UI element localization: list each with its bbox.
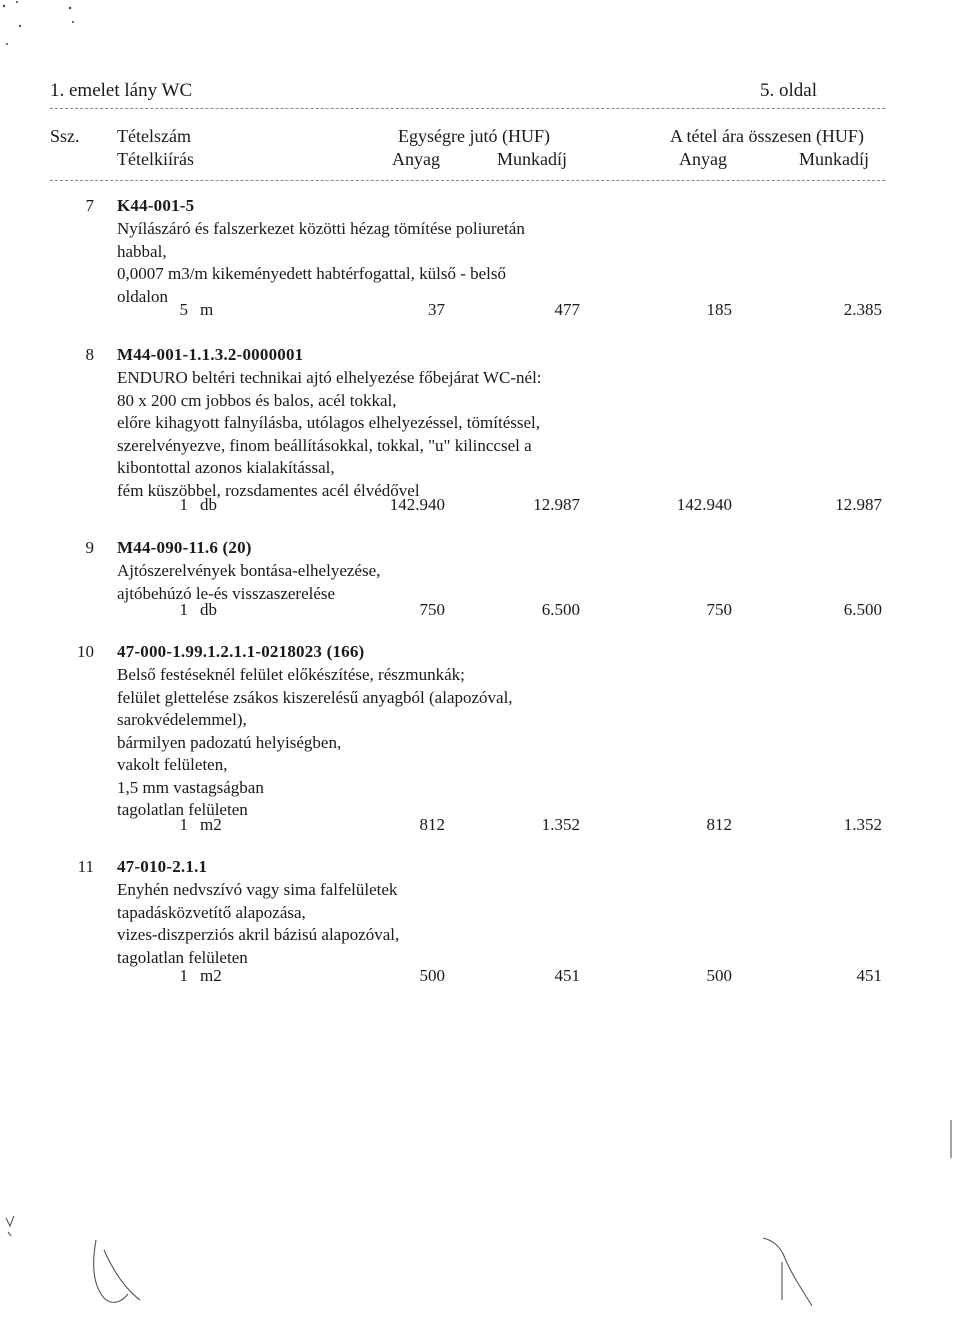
column-anyag: Anyag — [392, 149, 440, 169]
description-line: 1,5 mm vastagságban — [117, 777, 264, 797]
description-line: vakolt felületen, — [117, 755, 228, 774]
item-number: 9 — [85, 538, 94, 557]
column-unit-price-group: Egységre jutó (HUF) — [398, 126, 550, 146]
description-line: ajtóbehúzó le-és visszaszerelése — [117, 583, 336, 603]
item-number: 7 — [85, 196, 94, 215]
quantity-value: 1 — [179, 966, 188, 985]
quantity-value: 1 — [179, 495, 188, 514]
item-number: 8 — [85, 345, 94, 364]
description-line: oldalon — [117, 286, 168, 306]
quantity-value: 1 — [179, 600, 188, 619]
unit-anyag-value: 812 — [419, 815, 445, 834]
quantity-unit: m — [200, 300, 214, 319]
total-munkadij-value: 451 — [856, 966, 882, 985]
column-total-anyag: Anyag — [679, 149, 727, 169]
quantity-unit: db — [200, 495, 217, 514]
unit-munkadij-value: 1.352 — [541, 815, 580, 834]
description-line: tapadásközvetítő alapozása, — [117, 902, 306, 922]
description-line: vizes-diszperziós akril bázisú alapozóval, — [117, 925, 400, 944]
description-line: ENDURO beltéri technikai ajtó elhelyezése főbejárat WC-nél: — [117, 368, 542, 387]
description-line: sarokvédelemmel), — [117, 710, 247, 729]
description-line: Ajtószerelvények bontása-elhelyezése, — [117, 561, 381, 580]
total-anyag-value: 500 — [706, 966, 732, 985]
page-number: 5. oldal — [760, 80, 817, 101]
unit-anyag-value: 37 — [428, 300, 445, 319]
description-line: tagolatlan felületen — [117, 800, 248, 819]
quantity-value: 5 — [179, 300, 188, 319]
pen-scribble-marks — [6, 1120, 951, 1306]
description-line: tagolatlan felületen — [117, 947, 248, 967]
description-line: Enyhén nedvszívó vagy sima falfelületek — [117, 880, 398, 899]
item-code: 47-000-1.99.1.2.1.1-0218023 (166) — [117, 642, 365, 661]
item-code: M44-001-1.1.3.2-0000001 — [117, 345, 304, 364]
unit-anyag-value: 750 — [419, 600, 445, 619]
item-number: 11 — [77, 857, 94, 876]
column-total-group: A tétel ára összesen (HUF) — [670, 126, 864, 146]
quantity-unit: m2 — [200, 966, 222, 985]
item-code: 47-010-2.1.1 — [117, 857, 208, 876]
item-number: 10 — [77, 642, 94, 661]
item-code: M44-090-11.6 (20) — [117, 538, 252, 557]
unit-anyag-value: 500 — [419, 966, 445, 985]
column-tetelkiiras: Tételkiírás — [117, 149, 194, 169]
total-munkadij-value: 1.352 — [843, 815, 882, 834]
column-munkadij: Munkadíj — [497, 149, 567, 169]
scan-speck-marks — [3, 1, 74, 45]
description-line: bármilyen padozatú helyiségben, — [117, 732, 342, 752]
description-line: Nyílászáró és falszerkezet közötti hézag tömítése poliuretán — [117, 219, 525, 238]
quantity-unit: db — [200, 600, 217, 619]
unit-munkadij-value: 6.500 — [541, 600, 580, 619]
total-munkadij-value: 12.987 — [835, 495, 882, 514]
unit-munkadij-value: 12.987 — [533, 495, 580, 514]
item-code: K44-001-5 — [117, 196, 195, 215]
description-line: fém küszöbbel, rozsdamentes acél élvédővel — [117, 480, 420, 500]
unit-munkadij-value: 451 — [554, 966, 580, 985]
column-total-munkadij: Munkadíj — [799, 149, 869, 169]
description-line: 0,0007 m3/m kikeményedett habtérfogattal, külső - belső — [117, 264, 507, 283]
description-line: szerelvényezve, finom beállításokkal, tokkal, "u" kilinccsel a — [117, 435, 532, 455]
description-line: habbal, — [117, 241, 167, 261]
unit-anyag-value: 142.940 — [389, 495, 445, 514]
description-line: kibontottal azonos kialakítással, — [117, 458, 335, 477]
column-ssz: Ssz. — [50, 126, 80, 146]
description-line: Belső festéseknél felület előkészítése, részmunkák; — [117, 665, 465, 684]
quantity-unit: m2 — [200, 815, 222, 834]
total-anyag-value: 812 — [706, 815, 732, 834]
description-line: felület glettelése zsákos kiszerelésű anyagból (alapozóval, — [117, 687, 513, 707]
description-line: előre kihagyott falnyílásba, utólagos elhelyezéssel, tömítéssel, — [117, 413, 540, 432]
document-title: 1. emelet lány WC — [50, 80, 193, 101]
total-anyag-value: 750 — [706, 600, 732, 619]
column-tetelszam: Tételszám — [117, 126, 191, 146]
total-munkadij-value: 2.385 — [843, 300, 882, 319]
unit-munkadij-value: 477 — [554, 300, 580, 319]
total-anyag-value: 185 — [706, 300, 732, 319]
quantity-value: 1 — [179, 815, 188, 834]
total-munkadij-value: 6.500 — [843, 600, 882, 619]
total-anyag-value: 142.940 — [676, 495, 732, 514]
description-line: 80 x 200 cm jobbos és balos, acél tokkal, — [117, 390, 397, 410]
